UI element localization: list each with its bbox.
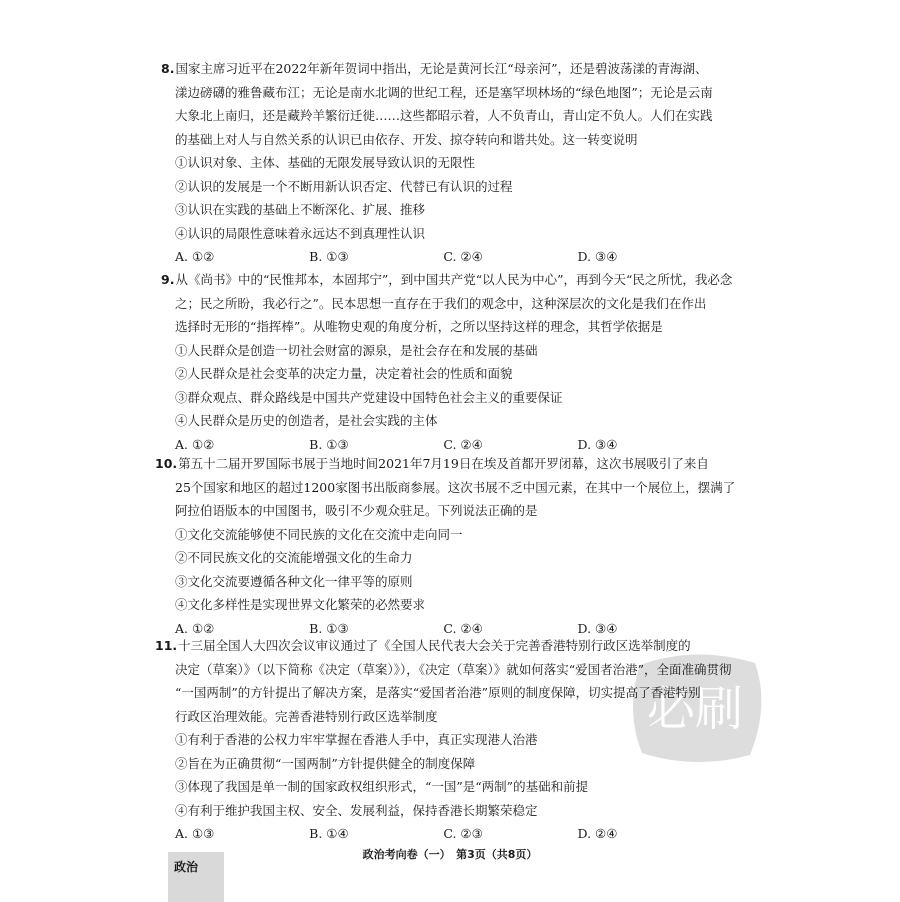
option-statement: ①文化交流能够使不同民族的文化在交流中走向同一 xyxy=(175,526,463,542)
answer-choice-b[interactable]: B. ①③ xyxy=(309,249,349,264)
stem-line: 选择时无形的“指挥棒”。从唯物史观的角度分析，之所以坚持这样的理念，其哲学依据是 xyxy=(175,319,663,334)
question-number: 11. xyxy=(155,638,178,653)
stem-line: 25个国家和地区的超过1200家图书出版商参展。这次书展不乏中国元素，在其中一个展位上，摆满了 xyxy=(175,479,736,495)
option-statement: ④认识的局限性意味着永远达不到真理性认识 xyxy=(175,225,426,241)
stem-line: “一国两制”的方针提出了解决方案，是落实“爱国者治港”原则的制度保障，切实提高了香港特别 xyxy=(175,685,701,700)
question-stem xyxy=(161,268,733,339)
question-number: 9. xyxy=(161,272,175,287)
stem-line: 10.第五十二届开罗国际书展于当地时间2021年7月19日在埃及首都开罗闭幕，这次书展吸引了来自 xyxy=(155,456,709,471)
answer-choice-a[interactable]: A. ①② xyxy=(175,436,215,452)
answer-choice-d[interactable]: D. ②④ xyxy=(577,826,618,841)
watermark-seal-icon xyxy=(620,645,770,770)
stem-line: 的基础上对人与自然关系的认识已由依存、开发、掠夺转向和谐共处。这一转变说明 xyxy=(175,131,638,147)
answer-choice-d[interactable]: D. ③④ xyxy=(577,249,618,264)
stem-line: 行政区治理效能。完善香港特别行政区选举制度 xyxy=(175,708,438,724)
watermark-text: 必刷 xyxy=(646,681,744,737)
question-8 xyxy=(161,57,715,269)
stem-line: 9.从《尚书》中的“民惟邦本，本固邦宁”，到中国共产党“以人民为中心”，再到今天“民之所忧，我必念 xyxy=(161,272,733,287)
stem-line: 漾边磅礴的雅鲁藏布江；无论是南水北调的世纪工程，还是塞罕坝林场的“绿色地图”；无论是云南 xyxy=(175,84,713,100)
option-statement: ④文化多样性是实现世界文化繁荣的必然要求 xyxy=(175,597,426,612)
option-statement: ①有利于香港的公权力牢牢掌握在香港人手中，真正实现港人治港 xyxy=(175,732,538,747)
option-statement: ④人民群众是历史的创造者，是社会实践的主体 xyxy=(175,413,438,428)
option-statement: ③群众观点、群众路线是中国共产党建设中国特色社会主义的重要保证 xyxy=(175,389,563,405)
answer-choice-b[interactable]: B. ①④ xyxy=(309,826,349,841)
option-statement: ④有利于维护我国主权、安全、发展利益，保持香港长期繁荣稳定 xyxy=(175,802,538,818)
answer-choice-b[interactable]: B. ①③ xyxy=(309,620,349,636)
answer-choice-c[interactable]: C. ②④ xyxy=(443,436,483,452)
answer-choice-a[interactable]: A. ①② xyxy=(175,249,215,264)
answer-choice-c[interactable]: C. ②④ xyxy=(443,249,483,264)
option-statement: ③文化交流要遵循各种文化一律平等的原则 xyxy=(175,573,413,589)
question-10 xyxy=(155,452,736,640)
page-footer: 政治考向卷（一） 第3页（共8页） xyxy=(362,848,538,861)
option-statement: ②认识的发展是一个不断用新认识否定、代替已有认识的过程 xyxy=(175,178,513,194)
question-stem xyxy=(161,57,715,151)
option-statement: ②人民群众是社会变革的决定力量，决定着社会的性质和面貌 xyxy=(175,366,513,381)
option-statement: ①认识对象、主体、基础的无限发展导致认识的无限性 xyxy=(175,155,476,170)
option-statement: ③体现了我国是单一制的国家政权组织形式，“一国”是“两制”的基础和前提 xyxy=(175,779,589,794)
answer-choice-d[interactable]: D. ③④ xyxy=(577,436,618,452)
answer-choice-a[interactable]: A. ①③ xyxy=(175,826,215,841)
answer-choices xyxy=(175,822,635,846)
answer-choice-a[interactable]: A. ①② xyxy=(175,620,215,636)
stem-line: 阿拉伯语版本的中国图书，吸引不少观众驻足。下列说法正确的是 xyxy=(175,503,538,518)
option-statement: ③认识在实践的基础上不断深化、扩展、推移 xyxy=(175,202,426,217)
answer-choice-c[interactable]: C. ②③ xyxy=(443,826,483,841)
question-number: 8. xyxy=(161,61,175,76)
answer-choice-c[interactable]: C. ②④ xyxy=(443,620,483,636)
stem-line: 决定（草案）》（以下简称《决定（草案）》），《决定（草案）》就如何落实“爱国者治港”，全面准确贯彻 xyxy=(175,661,732,677)
stem-line: 大象北上南归，还是藏羚羊繁衍迁徙……这些都昭示着，人不负青山，青山定不负人。人们在实践 xyxy=(175,108,713,123)
option-statement: ②旨在为正确贯彻“一国两制”方针提供健全的制度保障 xyxy=(175,755,476,771)
stem-line: 8.国家主席习近平在2022年新年贺词中指出，无论是黄河长江“母亲河”，还是碧波荡漾的青海湖、 xyxy=(161,61,708,76)
question-stem xyxy=(155,452,736,523)
answer-choice-d[interactable]: D. ③④ xyxy=(577,620,618,636)
stem-line: 之；民之所盼，我必行之”。民本思想一直存在于我们的观念中，这种深层次的文化是我们在作出 xyxy=(175,295,707,311)
option-statement: ①人民群众是创造一切社会财富的源泉，是社会存在和发展的基础 xyxy=(175,342,538,358)
stem-line: 11.十三届全国人大四次会议审议通过了《全国人民代表大会关于完善香港特别行政区选举制度的 xyxy=(155,638,691,653)
subject-label: 政治 xyxy=(168,852,224,902)
question-number: 10. xyxy=(155,456,178,471)
answer-choices xyxy=(175,245,635,269)
question-9 xyxy=(161,268,733,456)
option-statement: ②不同民族文化的交流能增强文化的生命力 xyxy=(175,550,413,565)
answer-choice-b[interactable]: B. ①③ xyxy=(309,436,349,452)
